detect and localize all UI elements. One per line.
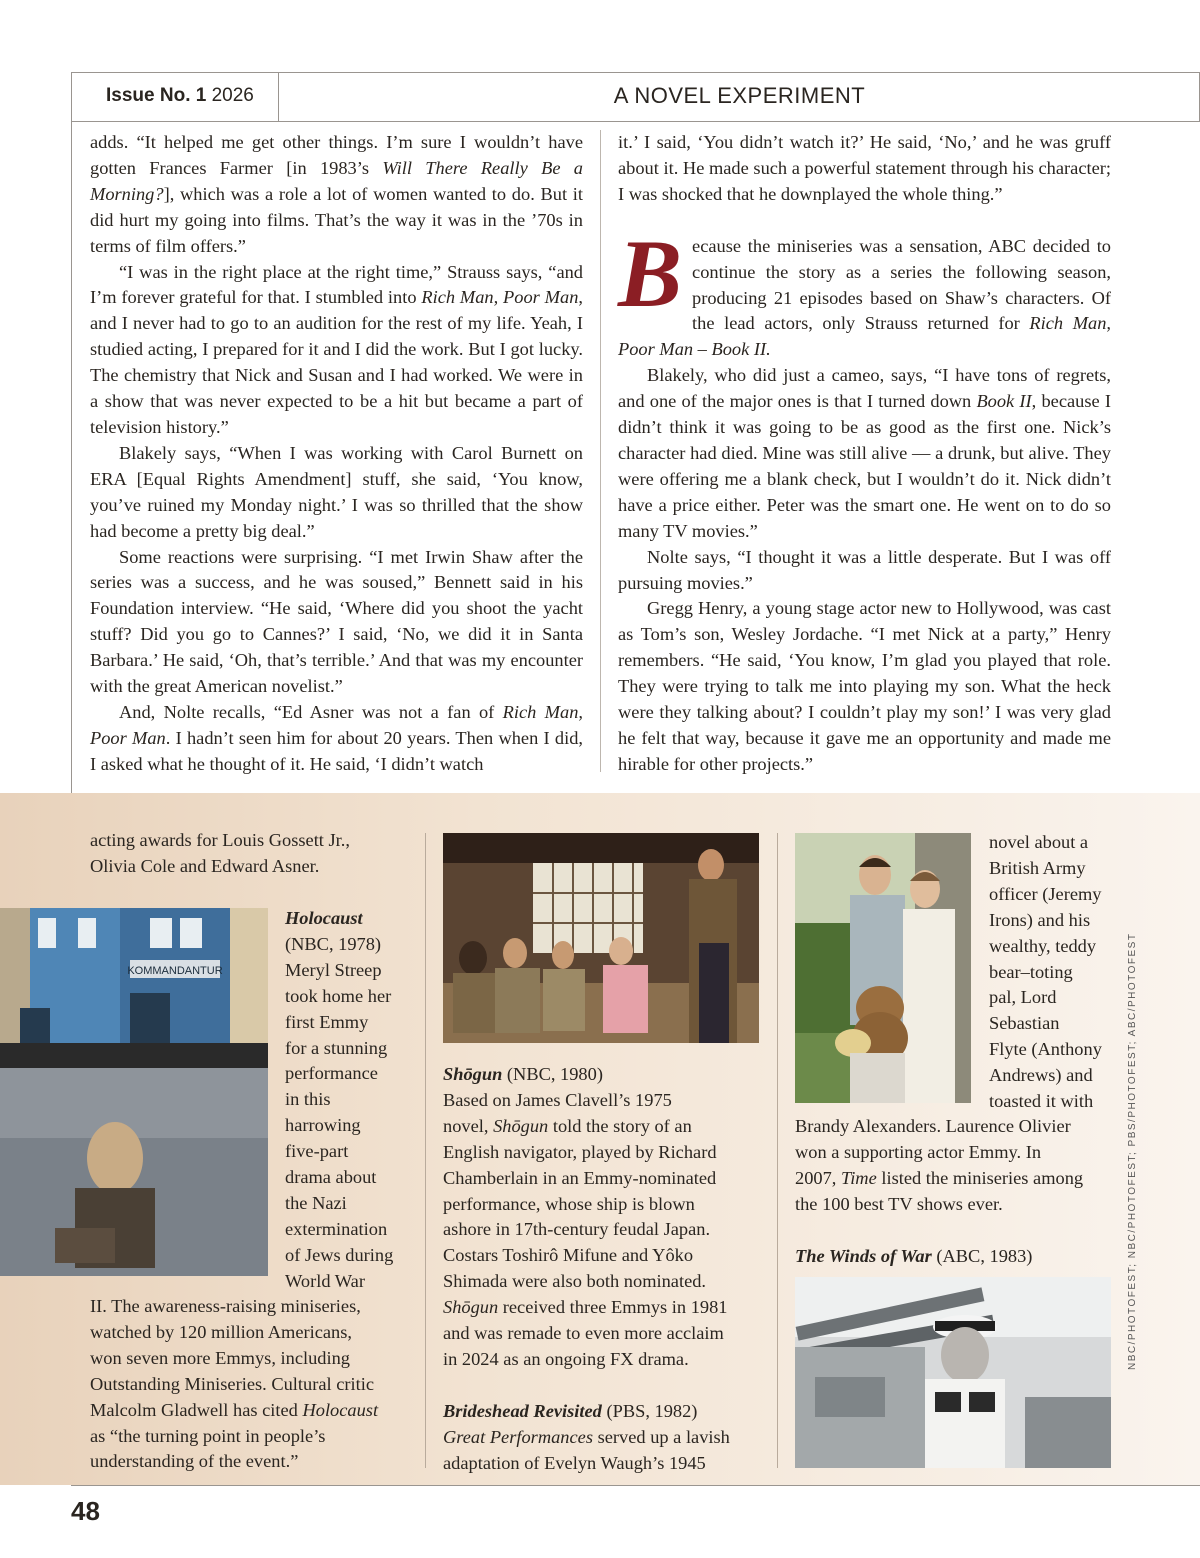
sidebar-continued-text: acting awards for Louis Gossett Jr., Olivia Cole and Edward Asner. [90,830,350,876]
paragraph: Blakely, who did just a cameo, says, “I have tons of regrets, and one of the major ones is that I turned down Book II, because I didn’t think it was going to be as good as the first one. Nick’s character had died. Mine was still alive — a drunk, but alive. They were offering me a blank check, but I wouldn’t do it. Nick didn’t have a price either. Peter was the smart one. He went on to do so many TV movies.” [618,365,1111,541]
article-column-left [90,130,583,778]
sidebar-divider [425,833,426,1468]
sidebar-bottom-rule [71,1485,1200,1486]
section-title: A NOVEL EXPERIMENT [613,83,866,108]
kommandantur-sign: KOMMANDANTUR [127,965,223,977]
paragraph: And, Nolte recalls, “Ed Asner was not a fan of Rich Man, Poor Man. I hadn’t seen him for about 20 years. Then when I did, I asked what he thought of it. He said, ‘I didn’t watch [90,701,584,774]
page-number: 48 [71,1496,100,1526]
drop-cap: B [618,219,683,327]
brideshead-photo [795,833,971,1103]
paragraph: “I was in the right place at the right time,” Strauss says, “and I’m forever grateful for that. I stumbled into Rich Man, Poor Man, and I never had to go to an audition for the rest of my life. Yeah, I studied acting, I prepared for it and I did the work. But I got lucky. The chemistry that Nick and Susan and I had worked. We were in a show that was never expected to be a hit but became a part of television history.” [90,261,583,437]
paragraph: Gregg Henry, a young stage actor new to Hollywood, was cast as Tom’s son, Wesley Jordache. “I met Nick at a party,” Henry remembers. “He said, ‘You know, I’m glad you played that role. They were trying to talk me into playing my son. What the heck were they talking about? I couldn’t play my son!’ I was very glad he felt that way, because it gave me an opportunity and made me hirable for other projects.” [618,598,1111,774]
article-column-right [618,130,1111,778]
holocaust-caption-full: II. The awareness-raising miniseries, watched by 120 million Americans, won seven more Emmys, including Outstanding Miniseries. Cultural critic Malcolm Gladwell has cited Holocaust as “the turning point in people’s understanding of the event.” [90,1296,379,1472]
holocaust-title: Holocaust [285,908,363,928]
holocaust-photo [0,908,268,1276]
running-header [71,72,1200,122]
winds-of-war-photo [795,1277,1111,1468]
shogun-caption: Shōgun (NBC, 1980) Based on James Clavell’s 1975 novel, Shōgun told the story of an English navigator, played by Richard Chamberlain in an Emmy-nominated performance, whose ship is blown ashore in 17th-century feudal Japan. Costars Toshirô Mifune and Yôko Shimada were also both nominated. Shōgun received three Emmys in 1981 and was remade to even more acclaim in 2024 as an ongoing FX drama. Brideshead Revisited (PBS, 1982) Great Performances served up a lavish adaptation of Evelyn Waugh’s 1945 [443,1064,730,1473]
paragraph: adds. “It helped me get other things. I’m sure I wouldn’t have gotten Frances Farmer [in 1983’s Will There Really Be a Morning?], which was a role a lot of women wanted to do. But it did hurt my going into films. That’s the way it was in the ’70s in terms of film offers.” [90,132,584,256]
photo-credit: NBC/PHOTOFEST; NBC/PHOTOFEST; PBS/PHOTOFEST; ABC/PHOTOFEST [1127,932,1138,1370]
shogun-title: Shōgun [443,1064,503,1084]
paragraph-dropcap: Because the miniseries was a sensation, ABC decided to continue the story as a series the following season, producing 21 episodes based on Shaw’s characters. Of the lead actors, only Strauss returned for Rich Man, Poor Man – Book II. [618,219,1111,360]
paragraph: Blakely says, “When I was working with Carol Burnett on ERA [Equal Rights Amendment] stuff, she said, ‘You know, you’ve ruined my Monday night.’ I was so thrilled that the show had become a pretty big deal.” [90,442,583,541]
column-divider [600,130,601,772]
holocaust-caption-narrow: Holocaust (NBC, 1978) Meryl Streep took home her first Emmy for a stunning performance in this harrowing five-part drama about the Nazi extermination of Jews during World War [285,906,425,1295]
sidebar-divider [777,833,778,1468]
winds-of-war-title: The Winds of War [795,1245,932,1266]
paragraph: Some reactions were surprising. “I met Irwin Shaw after the series was a success, and he was soused,” Bennett said in his Foundation interview. “He said, ‘Where did you shoot the yacht stuff? Did you go to Cannes?’ I said, ‘No, we did it in Santa Barbara.’ He said, ‘Oh, that’s terrible.’ And that was my encounter with the great American novelist.” [90,546,583,697]
shogun-photo [443,833,759,1043]
paragraph: it.’ I said, ‘You didn’t watch it?’ He said, ‘No,’ and he was gruff about it. He made such a powerful statement through his character; I was shocked that he downplayed the whole thing.” [618,132,1111,204]
brideshead-title: Brideshead Revisited [443,1400,602,1421]
issue-label: Issue No. 1 2026 [106,85,254,106]
paragraph: Nolte says, “I thought it was a little desperate. But I was off pursuing movies.” [618,546,1111,593]
brideshead-caption-narrow: novel about a British Army officer (Jeremy Irons) and his wealthy, teddy bear–toting pal, Lord Sebastian Flyte (Anthony Andrews) and toasted it with [989,832,1102,1112]
miniseries-sidebar [0,793,1200,1485]
brideshead-caption-full: Brandy Alexanders. Laurence Olivier won a supporting actor Emmy. In 2007, Time listed the miniseries among the 100 best TV shows ever. The Winds of War (ABC, 1983) [795,1116,1084,1266]
